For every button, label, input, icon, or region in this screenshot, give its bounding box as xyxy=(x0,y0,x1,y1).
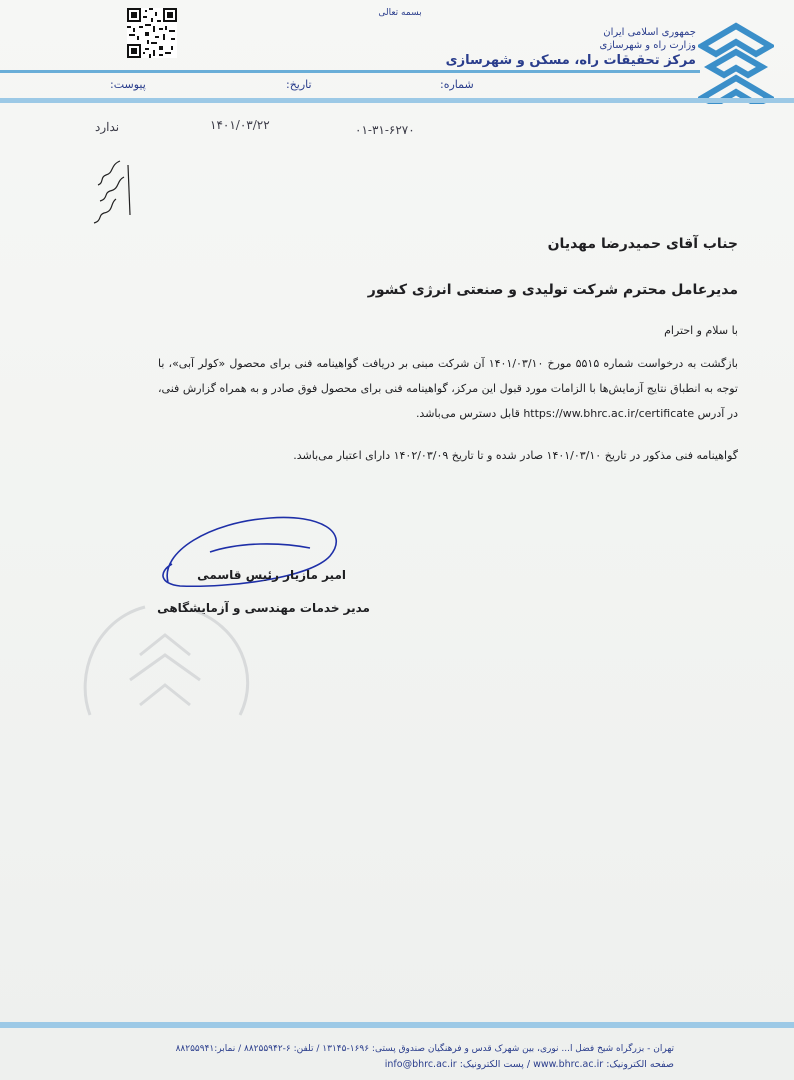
org-center: مرکز تحقیقات راه، مسکن و شهرسازی xyxy=(445,53,696,68)
handwritten-note xyxy=(80,155,140,227)
footer-address: تهران - بزرگراه شیخ فضل ا... نوری، بین شهرک قدس و فرهنگیان صندوق پستی: ۱۶۹۶-۱۳۱۴۵ / تلفن: ۶-۸۸۲۵۵۹۴۲ / نمابر:۸۸۲۵۵۹۴۱ xyxy=(175,1044,674,1054)
body-paragraph-2: گواهینامه فنی مذکور در تاریخ ۱۴۰۱/۰۳/۱۰ صادر شده و تا تاریخ ۱۴۰۲/۰۳/۰۹ دارای اعتبار می‌باشد. xyxy=(293,449,738,462)
org-country: جمهوری اسلامی ایران xyxy=(603,27,696,38)
addressee-title: مدیرعامل محترم شرکت تولیدی و صنعتی انرژی کشور xyxy=(367,282,738,298)
attachment-label: پیوست: xyxy=(110,78,146,91)
qr-code-icon xyxy=(127,8,177,58)
date-label: تاریخ: xyxy=(286,78,312,91)
letter-date: ۱۴۰۱/۰۳/۲۲ xyxy=(210,118,270,132)
header-band xyxy=(0,98,794,103)
signature-ink xyxy=(150,512,350,602)
body-paragraph-1: بازگشت به درخواست شماره ۵۵۱۵ مورخ ۱۴۰۱/۰۳/۱۰ آن شرکت مبنی بر دریافت گواهینامه فنی برای محصول «کولر آبی»، با توجه به انطباق نتایج آزمایش‌ها با الزامات مورد قبول این مرکز، گواهینامه فنی برای محصول فوق صادر و به همراه گزارش فنی، در آدرس https://ww.bhrc.ac.ir/certificate قابل دسترس می‌باشد. xyxy=(158,357,738,420)
signatory-title: مدیر خدمات مهندسی و آزمایشگاهی xyxy=(157,601,370,615)
header-rule xyxy=(0,70,700,73)
embossed-seal-icon xyxy=(70,595,265,735)
greeting: با سلام و احترام xyxy=(664,324,738,337)
bhrc-logo-icon xyxy=(698,22,774,104)
attachment-value: ندارد xyxy=(95,120,120,134)
signatory-name: امیر مازیار رئیس قاسمی xyxy=(197,568,346,582)
letter-number: ۰۱-۳۱-۶۲۷۰ xyxy=(355,123,415,137)
number-label: شماره: xyxy=(440,78,474,91)
organization-header xyxy=(396,26,696,70)
footer-web: صفحه الکترونیک: www.bhrc.ac.ir / پست الکترونیک: info@bhrc.ac.ir xyxy=(384,1059,674,1070)
org-ministry: وزارت راه و شهرسازی xyxy=(599,40,696,51)
addressee-name: جناب آقای حمیدرضا مهدیان xyxy=(547,236,738,252)
footer-band xyxy=(0,1022,794,1028)
invocation: بسمه تعالی xyxy=(378,8,422,18)
